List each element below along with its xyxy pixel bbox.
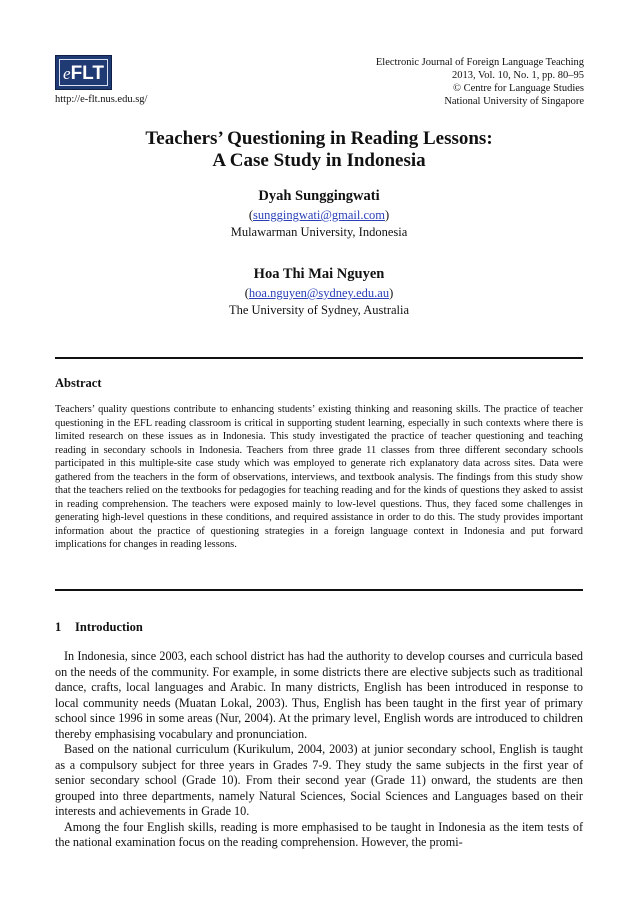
logo-letter-e: e	[63, 64, 71, 83]
author-email-link[interactable]: hoa.nguyen@sydney.edu.au	[248, 286, 390, 300]
abstract-text: Teachers’ quality questions contribute to enhancing students’ existing thinking and reasoning skills. The practice of teacher questioning in the EFL reading classroom is critical in supporting student learning, especially in such contexts where there is limited research on these issues as in Indonesia. This study investigated the practice of teacher questioning and teaching reading in secondary schools in Indonesia. Teachers from three grade 11 classes from three different secondary schools participated in this multiple-site case study which was employed to generate rich explanatory data across sites. Data were gathered from the teachers in the form of observations, interviews, and textbook analysis. The findings from this study show that the teachers relied on the textbooks for pedagogies for teaching reading and for the kinds of questions they asked to assist in reading comprehension. The teachers were exposed mainly to low-level questions. Thus, they faced some challenges in generating high-level questions in these conditions, and required assistance in order to do this. The study provides important information about the practice of questioning strategies in a foreign language context in Indonesia and put forward implications for changes in reading lessons.	[55, 404, 583, 550]
paragraph: In Indonesia, since 2003, each school district has had the authority to develop courses and curricula based on the needs of the community. For example, in some districts there are elective subjects such as traditional dance, crafts, local languages and Arabic. In many districts, English has been introduced in response to local community needs (Muatan Lokal, 2003). Thus, English has been taught in the first year of primary school since 1996 in some areas (Nur, 2004). At the primary level, English words are introduced to children thereby emphasising vocabulary and pronunciation.	[55, 649, 583, 741]
rule-bottom	[55, 589, 583, 591]
paper-title	[0, 128, 638, 172]
author-affiliation: The University of Sydney, Australia	[228, 303, 410, 317]
journal-info	[376, 56, 584, 108]
author-block-1	[0, 186, 638, 241]
journal-copyright: © Centre for Language Studies	[452, 83, 584, 94]
title-line-2: A Case Study in Indonesia	[212, 150, 426, 171]
section-body	[55, 649, 583, 851]
title-line-1: Teachers’ Questioning in Reading Lessons:	[145, 128, 493, 149]
section-heading	[55, 620, 143, 635]
author-name: Dyah Sunggingwati	[258, 188, 380, 204]
section-number: 1	[55, 620, 62, 634]
section-title: Introduction	[75, 620, 143, 634]
author-affiliation: Mulawarman University, Indonesia	[230, 225, 408, 239]
journal-publisher: National University of Singapore	[444, 96, 584, 107]
journal-url[interactable]: http://e-flt.nus.edu.sg/	[55, 94, 148, 105]
journal-name: Electronic Journal of Foreign Language Teaching	[375, 57, 584, 68]
author-email-line: (sunggingwati@gmail.com)	[248, 208, 390, 222]
author-name: Hoa Thi Mai Nguyen	[253, 266, 385, 282]
rule-top	[55, 357, 583, 359]
paragraph: Based on the national curriculum (Kurikulum, 2004, 2003) at junior secondary school, English is taught as a compulsory subject for three years in Grades 7-9. They study the same subjects in the first year of senior secondary school (Grade 10). From their second year (Grade 11) onward, the students are then grouped into three departments, namely Natural Sciences, Social Sciences and Languages based on their interests and achievements in Grade 10.	[55, 742, 583, 818]
journal-volume: 2013, Vol. 10, No. 1, pp. 80–95	[451, 70, 584, 81]
author-block-2	[0, 264, 638, 319]
journal-logo	[55, 55, 112, 90]
author-email-line: (hoa.nguyen@sydney.edu.au)	[244, 286, 394, 300]
paragraph: Among the four English skills, reading is more emphasised to be taught in Indonesia as the item tests of the national examination focus on the reading comprehension. However, the promi-	[55, 819, 583, 849]
author-email-link[interactable]: sunggingwati@gmail.com	[253, 208, 385, 222]
logo-letters-flt: FLT	[70, 63, 104, 84]
abstract-heading: Abstract	[55, 376, 102, 390]
